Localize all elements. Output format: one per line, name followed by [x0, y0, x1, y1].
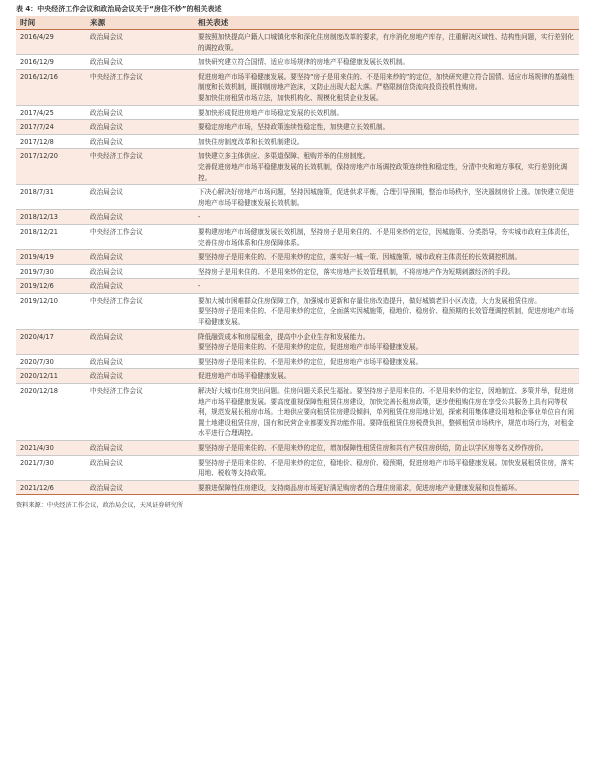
row-statement: [194, 384, 579, 441]
row-statement: [194, 279, 579, 294]
row-date: 2017/4/25: [16, 105, 86, 120]
row-source: 政治局会议: [86, 30, 194, 55]
table-row: [16, 384, 579, 441]
statement-paragraph: 要坚持房子是用来住的、不是用来炒的定位，增加保障性租赁住房和共有产权住房供给，防止以学区房等名义炒作房价。: [198, 444, 548, 452]
table-row: [16, 69, 579, 105]
row-date: 2018/12/13: [16, 210, 86, 225]
header-source: 来源: [86, 16, 194, 30]
statement-paragraph: 要稳定房地产市场，坚持政策连续性稳定性，加快建立长效机制。: [198, 123, 390, 132]
row-statement: [194, 293, 579, 329]
table-row: [16, 224, 579, 249]
row-source: 政治局会议: [86, 264, 194, 279]
statement-paragraph: -: [198, 213, 201, 222]
statement-paragraph: 要坚持房子是用来住的、不是用来炒的定位，促进房地产市场平稳健康发展。: [198, 357, 423, 366]
row-date: 2020/12/18: [16, 384, 86, 441]
row-source: 政治局会议: [86, 250, 194, 265]
row-statement: [194, 480, 579, 495]
row-date: 2016/12/9: [16, 55, 86, 70]
row-source: 政治局会议: [86, 480, 194, 495]
row-statement: [194, 250, 579, 265]
statement-paragraph: 要坚持房子是用来住的、不是用来炒的定位，促进房地产市场平稳健康发展。: [198, 343, 423, 352]
table-row: [16, 293, 579, 329]
row-date: 2016/12/16: [16, 69, 86, 105]
row-date: 2017/12/20: [16, 149, 86, 185]
row-source: 政治局会议: [86, 455, 194, 480]
statement-paragraph: 促进房地产市场平稳健康发展。要坚持“房子是用来住的、不是用来炒的”的定位，加快研究建立符合国情、适应市场规律的基础性制度和长效机制，既抑制房地产泡沫，又防止出现大起大落。严格限制信贷流向投资投机性购房。: [198, 72, 575, 92]
row-statement: [194, 55, 579, 70]
statement-paragraph: 降低融资成本和房屋租金，提高中小企业生存和发展能力。: [198, 332, 370, 341]
table-row: [16, 210, 579, 225]
row-source: 政治局会议: [86, 210, 194, 225]
table-header: [16, 16, 579, 30]
row-source: 政治局会议: [86, 441, 194, 456]
statement-paragraph: 下决心解决好房地产市场问题，坚持因城施策，促进供求平衡，合理引导预期，整治市场秩序，坚决遏制房价上涨。加快建立促进房地产市场平稳健康发展长效机制。: [198, 188, 574, 207]
row-date: 2018/12/21: [16, 224, 86, 249]
statement-paragraph: 要构建房地产市场健康发展长效机制，坚持房子是用来住的、不是用来炒的定位，因城施策、分类指导，夯实城市政府主体责任，完善住房市场体系和住房保障体系。: [198, 227, 574, 247]
table-row: [16, 329, 579, 354]
table-row: [16, 441, 579, 456]
row-source: 政治局会议: [86, 105, 194, 120]
table-row: [16, 369, 579, 384]
table-row: [16, 149, 579, 185]
row-source: 中央经济工作会议: [86, 293, 194, 329]
row-statement: [194, 30, 579, 55]
row-statement: [194, 329, 579, 354]
row-date: 2019/7/30: [16, 264, 86, 279]
row-source: 中央经济工作会议: [86, 149, 194, 185]
row-date: 2019/12/6: [16, 279, 86, 294]
table-row: [16, 264, 579, 279]
row-source: 政治局会议: [86, 329, 194, 354]
row-statement: [194, 149, 579, 185]
statement-paragraph: 要推进保障性住房建设，支持商品房市场更好满足购房者的合理住房需求，促进房地产业健康发展和良性循环。: [198, 483, 522, 492]
row-statement: [194, 134, 579, 149]
row-date: 2021/4/30: [16, 441, 86, 456]
row-source: 政治局会议: [86, 185, 194, 210]
row-date: 2017/12/8: [16, 134, 86, 149]
row-date: 2020/7/30: [16, 354, 86, 369]
header-row: [16, 16, 579, 30]
table-row: [16, 134, 579, 149]
table-title: 表 4：中央经济工作会议和政治局会议关于“房住不炒”的相关表述: [16, 5, 222, 13]
table-row: [16, 185, 579, 210]
statement-paragraph: 要加快住房租赁市场立法，加快机构化、规模化租赁企业发展。: [198, 93, 383, 102]
row-statement: [194, 185, 579, 210]
row-date: 2020/12/11: [16, 369, 86, 384]
row-statement: [194, 210, 579, 225]
statement-paragraph: 要坚持房子是用来住的、不是用来炒的定位，落实好一城一策、因城施策、城市政府主体责任的长效调控机制。: [198, 253, 522, 262]
row-date: 2019/12/10: [16, 293, 86, 329]
row-date: 2019/4/19: [16, 250, 86, 265]
table-row: [16, 250, 579, 265]
statement-paragraph: 加快研究建立符合国情、适应市场规律的房地产平稳健康发展长效机制。: [198, 58, 409, 67]
row-statement: [194, 105, 579, 120]
row-source: 中央经济工作会议: [86, 224, 194, 249]
row-source: 政治局会议: [86, 120, 194, 135]
table-row: [16, 30, 579, 55]
row-source: 中央经济工作会议: [86, 384, 194, 441]
table-row: [16, 455, 579, 480]
row-date: 2021/12/6: [16, 480, 86, 495]
statement-paragraph: -: [198, 282, 201, 291]
row-source: 政治局会议: [86, 369, 194, 384]
row-statement: [194, 264, 579, 279]
row-date: 2020/4/17: [16, 329, 86, 354]
policy-table: [16, 16, 579, 495]
table-body: [16, 30, 579, 495]
table-row: [16, 354, 579, 369]
row-statement: [194, 69, 579, 105]
statement-paragraph: 要加大城市困难群众住房保障工作，加强城市更新和存量住房改造提升，做好城镇老旧小区改造，大力发展租赁住房。: [198, 296, 541, 305]
header-date: 时间: [16, 16, 86, 30]
row-date: 2018/7/31: [16, 185, 86, 210]
row-source: 中央经济工作会议: [86, 69, 194, 105]
row-statement: [194, 120, 579, 135]
statement-paragraph: 要加快形成促进房地产市场稳定发展的长效机制。: [198, 108, 344, 117]
statement-paragraph: 要坚持房子是用来住的、不是用来炒的定位，全面落实因城施策，稳地价、稳房价、稳预期的长效管理调控机制，促进房地产市场平稳健康发展。: [198, 307, 574, 327]
row-date: 2017/7/24: [16, 120, 86, 135]
row-statement: [194, 455, 579, 480]
table-row: [16, 105, 579, 120]
row-statement: [194, 441, 579, 456]
statement-paragraph: 解决好大城市住房突出问题。住房问题关系民生福祉。要坚持房子是用来住的、不是用来炒的定位，因地制宜、多策并举，促进房地产市场平稳健康发展。要高度重视保障性租赁住房建设，加快完善长租房政策，逐步使租购住房在享受公共服务上具有同等权利，规范发展长租房市场。土地供应要向租赁住房建设倾斜，单列租赁住房用地计划，探索利用集体建设用地和企事业单位自有闲置土地建设租赁住房，国有和民营企业都要发挥功能作用。要降低租赁住房税费负担，整顿租赁市场秩序，规范市场行为，对租金水平进行合理调控。: [198, 387, 574, 438]
row-source: 政治局会议: [86, 55, 194, 70]
table-row: [16, 120, 579, 135]
statement-paragraph: 加快建立多主体供应、多渠道保障、租购并举的住房制度。: [198, 152, 370, 161]
statement-paragraph: 完善促进房地产市场平稳健康发展的长效机制，保持房地产市场调控政策连续性和稳定性，分清中央和地方事权，实行差别化调控。: [198, 162, 568, 182]
row-date: 2016/4/29: [16, 30, 86, 55]
table-row: [16, 279, 579, 294]
row-date: 2021/7/30: [16, 455, 86, 480]
statement-paragraph: 坚持房子是用来住的、不是用来炒的定位，落实房地产长效管理机制，不将房地产作为短期刺激经济的手段。: [198, 267, 515, 276]
table-row: [16, 55, 579, 70]
row-source: 政治局会议: [86, 354, 194, 369]
row-statement: [194, 354, 579, 369]
row-statement: [194, 224, 579, 249]
statement-paragraph: 促进房地产市场平稳健康发展。: [198, 372, 291, 381]
statement-paragraph: 要坚持房子是用来住的、不是用来炒的定位，稳地价、稳房价、稳预期，促进房地产市场平稳健康发展。加快发展租赁住房，落实用地、税收等支持政策。: [198, 458, 574, 478]
statement-paragraph: 加快住房制度改革和长效机制建设。: [198, 137, 304, 146]
table-row: [16, 480, 579, 495]
row-source: 政治局会议: [86, 134, 194, 149]
row-statement: [194, 369, 579, 384]
header-statement: 相关表述: [194, 16, 579, 30]
source-note: 资料来源：中央经济工作会议，政治局会议，天风证券研究所: [16, 502, 184, 510]
row-source: 政治局会议: [86, 279, 194, 294]
statement-paragraph: 要按照加快提高户籍人口城镇化率和深化住房制度改革的要求，有序消化房地产库存，注重解决区域性、结构性问题，实行差别化的调控政策。: [198, 33, 574, 52]
